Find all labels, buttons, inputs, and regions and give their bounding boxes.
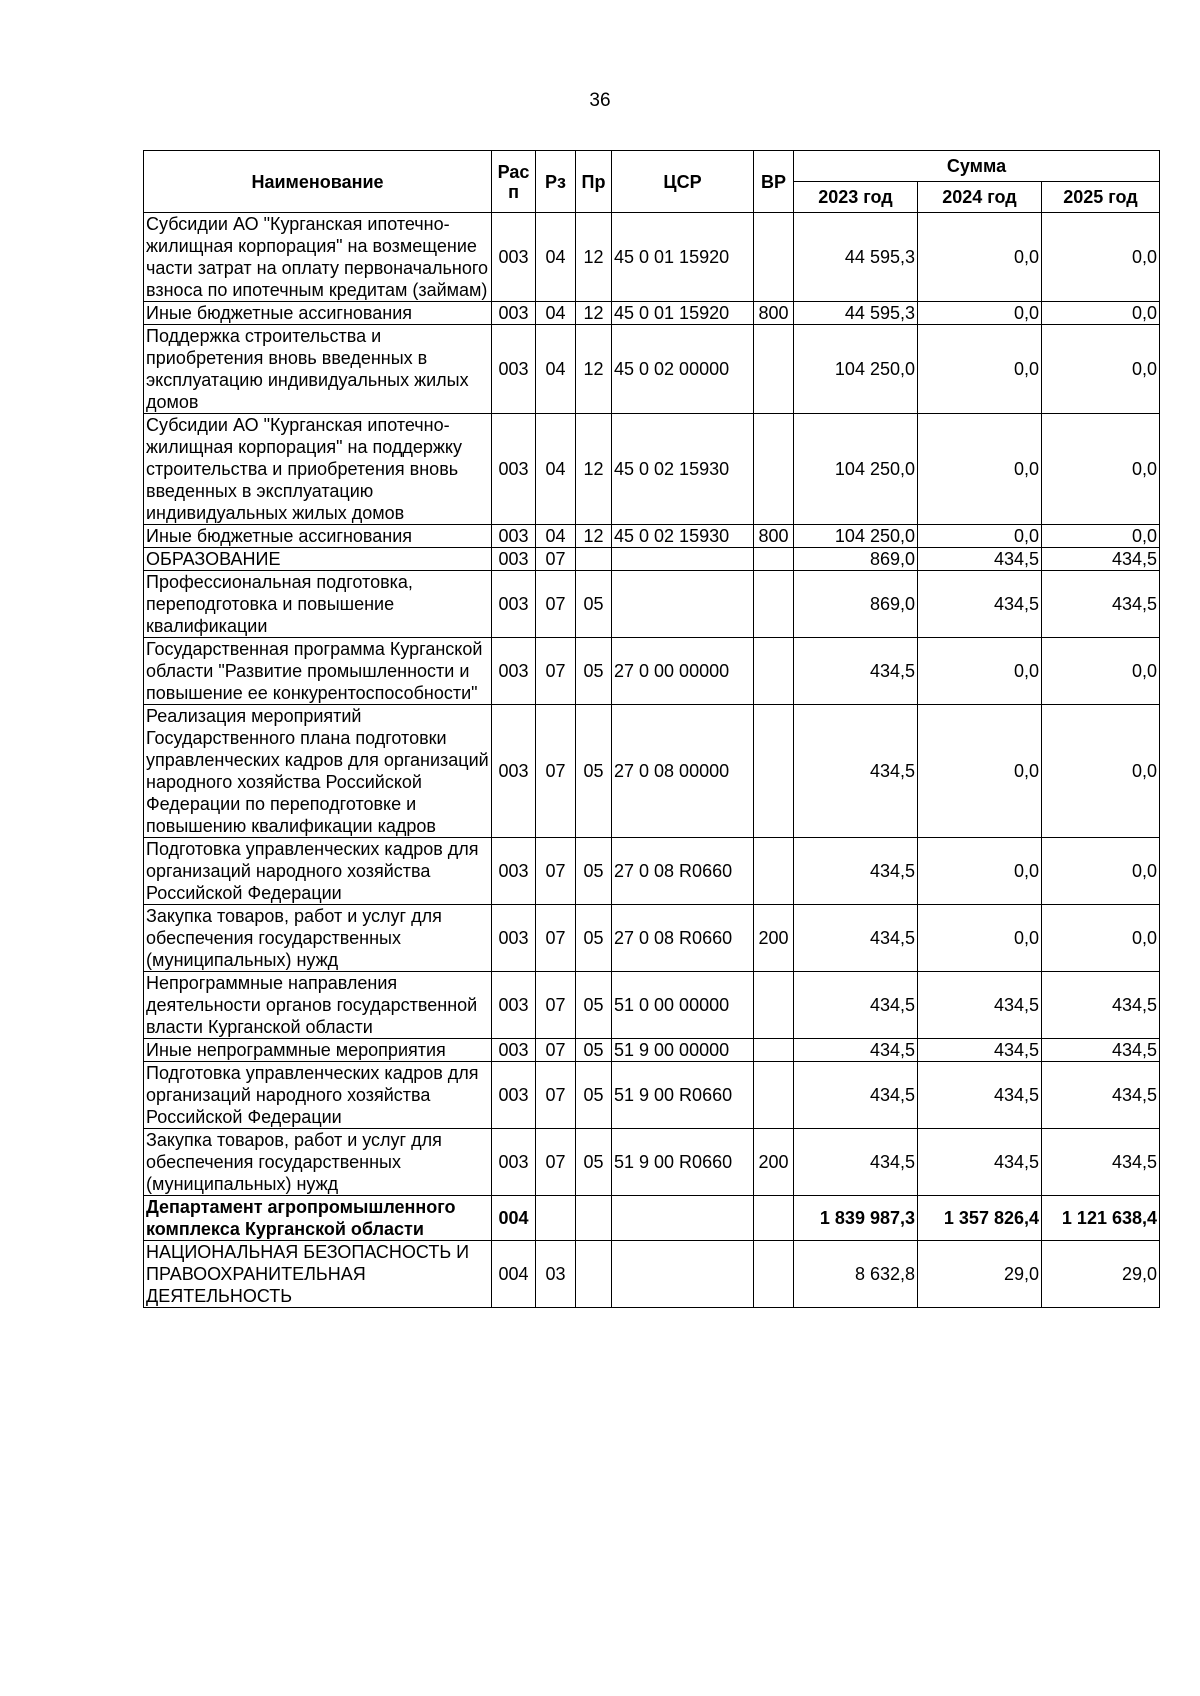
cell-name: Иные непрограммные мероприятия: [144, 1039, 492, 1062]
cell-rz: 04: [536, 414, 576, 525]
cell-vr: [754, 1196, 794, 1241]
table-row: [144, 1129, 1160, 1196]
cell-2023: 434,5: [794, 1039, 918, 1062]
cell-vr: [754, 838, 794, 905]
table-row: [144, 571, 1160, 638]
cell-csr: [612, 571, 754, 638]
header-name: Наименование: [144, 151, 492, 213]
cell-name: Закупка товаров, работ и услуг для обеспечения государственных (муниципальных) нужд: [144, 905, 492, 972]
cell-rz: 03: [536, 1241, 576, 1308]
cell-name: Субсидии АО "Курганская ипотечно-жилищная корпорация" на поддержку строительства и приобретения вновь введенных в эксплуатацию индивидуальных жилых домов: [144, 414, 492, 525]
cell-csr: 51 9 00 R0660: [612, 1062, 754, 1129]
cell-2023: 434,5: [794, 1062, 918, 1129]
cell-csr: 45 0 01 15920: [612, 302, 754, 325]
cell-vr: [754, 638, 794, 705]
cell-2024: 1 357 826,4: [918, 1196, 1042, 1241]
cell-rasp: 003: [492, 1039, 536, 1062]
cell-rasp: 004: [492, 1241, 536, 1308]
cell-rz: 07: [536, 972, 576, 1039]
header-rz: Рз: [536, 151, 576, 213]
cell-rz: 07: [536, 1039, 576, 1062]
header-pr: Пр: [576, 151, 612, 213]
cell-pr: 12: [576, 325, 612, 414]
cell-pr: [576, 1196, 612, 1241]
cell-csr: 45 0 02 15930: [612, 525, 754, 548]
cell-pr: 05: [576, 838, 612, 905]
cell-name: НАЦИОНАЛЬНАЯ БЕЗОПАСНОСТЬ И ПРАВООХРАНИТЕЛЬНАЯ ДЕЯТЕЛЬНОСТЬ: [144, 1241, 492, 1308]
page-number: 36: [589, 90, 611, 111]
cell-rz: 04: [536, 302, 576, 325]
cell-2025: 29,0: [1042, 1241, 1160, 1308]
cell-2025: 0,0: [1042, 213, 1160, 302]
cell-2023: 8 632,8: [794, 1241, 918, 1308]
cell-rasp: 003: [492, 525, 536, 548]
cell-2025: 0,0: [1042, 838, 1160, 905]
cell-vr: [754, 571, 794, 638]
table-row: [144, 1039, 1160, 1062]
cell-rasp: 003: [492, 1062, 536, 1129]
cell-2024: 434,5: [918, 1039, 1042, 1062]
cell-csr: 45 0 02 00000: [612, 325, 754, 414]
cell-2025: 434,5: [1042, 1039, 1160, 1062]
cell-rasp: 003: [492, 571, 536, 638]
cell-vr: 200: [754, 905, 794, 972]
cell-pr: 05: [576, 1062, 612, 1129]
header-2023: 2023 год: [794, 182, 918, 213]
cell-csr: 45 0 02 15930: [612, 414, 754, 525]
cell-vr: [754, 548, 794, 571]
cell-name: Профессиональная подготовка, переподготовка и повышение квалификации: [144, 571, 492, 638]
cell-pr: 12: [576, 414, 612, 525]
cell-name: Закупка товаров, работ и услуг для обеспечения государственных (муниципальных) нужд: [144, 1129, 492, 1196]
cell-rasp: 003: [492, 213, 536, 302]
table-row: [144, 905, 1160, 972]
cell-csr: 51 0 00 00000: [612, 972, 754, 1039]
cell-2024: 434,5: [918, 571, 1042, 638]
table-row: [144, 1241, 1160, 1308]
cell-2025: 0,0: [1042, 525, 1160, 548]
cell-rasp: 003: [492, 302, 536, 325]
table-row: [144, 325, 1160, 414]
cell-pr: 05: [576, 1039, 612, 1062]
header-2025: 2025 год: [1042, 182, 1160, 213]
cell-csr: [612, 548, 754, 571]
cell-2023: 44 595,3: [794, 302, 918, 325]
cell-rz: 07: [536, 705, 576, 838]
cell-rz: 07: [536, 1129, 576, 1196]
cell-rasp: 003: [492, 1129, 536, 1196]
cell-csr: 51 9 00 00000: [612, 1039, 754, 1062]
cell-rz: 07: [536, 838, 576, 905]
cell-name: ОБРАЗОВАНИЕ: [144, 548, 492, 571]
cell-rz: 07: [536, 638, 576, 705]
cell-2025: 0,0: [1042, 905, 1160, 972]
cell-rasp: 003: [492, 414, 536, 525]
cell-2023: 434,5: [794, 705, 918, 838]
cell-name: Подготовка управленческих кадров для организаций народного хозяйства Российской Федерации: [144, 838, 492, 905]
cell-2023: 869,0: [794, 571, 918, 638]
cell-rasp: 003: [492, 972, 536, 1039]
table-row: [144, 1062, 1160, 1129]
cell-rasp: 003: [492, 838, 536, 905]
cell-vr: [754, 325, 794, 414]
cell-csr: 45 0 01 15920: [612, 213, 754, 302]
cell-2023: 434,5: [794, 838, 918, 905]
cell-rz: 04: [536, 213, 576, 302]
cell-rz: 04: [536, 325, 576, 414]
cell-rz: 04: [536, 525, 576, 548]
cell-2025: 434,5: [1042, 548, 1160, 571]
cell-2024: 0,0: [918, 414, 1042, 525]
cell-2025: 434,5: [1042, 1062, 1160, 1129]
cell-2025: 0,0: [1042, 638, 1160, 705]
cell-2025: 1 121 638,4: [1042, 1196, 1160, 1241]
header-2024: 2024 год: [918, 182, 1042, 213]
cell-2024: 0,0: [918, 325, 1042, 414]
cell-pr: 12: [576, 525, 612, 548]
cell-2024: 0,0: [918, 525, 1042, 548]
cell-2025: 0,0: [1042, 325, 1160, 414]
cell-rz: 07: [536, 1062, 576, 1129]
cell-2023: 434,5: [794, 1129, 918, 1196]
cell-vr: [754, 1039, 794, 1062]
budget-table: [143, 150, 1160, 1308]
cell-2024: 0,0: [918, 213, 1042, 302]
cell-2025: 0,0: [1042, 414, 1160, 525]
cell-2024: 434,5: [918, 1062, 1042, 1129]
cell-pr: [576, 1241, 612, 1308]
cell-2024: 434,5: [918, 548, 1042, 571]
table-row: [144, 838, 1160, 905]
cell-rasp: 003: [492, 325, 536, 414]
header-sum: Сумма: [794, 151, 1160, 182]
cell-pr: [576, 548, 612, 571]
cell-csr: 27 0 00 00000: [612, 638, 754, 705]
cell-name: Иные бюджетные ассигнования: [144, 302, 492, 325]
cell-name: Подготовка управленческих кадров для организаций народного хозяйства Российской Федерации: [144, 1062, 492, 1129]
cell-2025: 434,5: [1042, 571, 1160, 638]
cell-pr: 12: [576, 213, 612, 302]
table-body: [144, 213, 1160, 1308]
cell-vr: [754, 705, 794, 838]
cell-2024: 0,0: [918, 638, 1042, 705]
cell-vr: [754, 213, 794, 302]
header-vr: ВР: [754, 151, 794, 213]
cell-2023: 869,0: [794, 548, 918, 571]
cell-csr: 27 0 08 R0660: [612, 905, 754, 972]
cell-pr: 05: [576, 1129, 612, 1196]
table-row: [144, 972, 1160, 1039]
cell-vr: [754, 1062, 794, 1129]
cell-2023: 104 250,0: [794, 525, 918, 548]
table-row: [144, 414, 1160, 525]
cell-2024: 0,0: [918, 838, 1042, 905]
cell-2025: 0,0: [1042, 705, 1160, 838]
cell-name: Непрограммные направления деятельности органов государственной власти Курганской области: [144, 972, 492, 1039]
table-row: [144, 638, 1160, 705]
table-row: [144, 525, 1160, 548]
cell-vr: 800: [754, 525, 794, 548]
cell-2024: 29,0: [918, 1241, 1042, 1308]
cell-rasp: 004: [492, 1196, 536, 1241]
cell-2025: 434,5: [1042, 972, 1160, 1039]
table-row: [144, 1196, 1160, 1241]
cell-rz: 07: [536, 548, 576, 571]
cell-name: Департамент агропромышленного комплекса Курганской области: [144, 1196, 492, 1241]
cell-vr: [754, 972, 794, 1039]
cell-pr: 05: [576, 905, 612, 972]
cell-csr: [612, 1241, 754, 1308]
cell-rasp: 003: [492, 705, 536, 838]
cell-2024: 0,0: [918, 705, 1042, 838]
cell-2025: 434,5: [1042, 1129, 1160, 1196]
cell-rasp: 003: [492, 548, 536, 571]
cell-pr: 12: [576, 302, 612, 325]
cell-2024: 434,5: [918, 972, 1042, 1039]
cell-vr: 200: [754, 1129, 794, 1196]
cell-2023: 1 839 987,3: [794, 1196, 918, 1241]
table-row: [144, 302, 1160, 325]
cell-2023: 434,5: [794, 638, 918, 705]
cell-csr: [612, 1196, 754, 1241]
cell-rz: 07: [536, 571, 576, 638]
cell-2023: 434,5: [794, 905, 918, 972]
cell-2025: 0,0: [1042, 302, 1160, 325]
cell-csr: 27 0 08 R0660: [612, 838, 754, 905]
cell-rasp: 003: [492, 638, 536, 705]
cell-2023: 44 595,3: [794, 213, 918, 302]
cell-rz: 07: [536, 905, 576, 972]
cell-2023: 104 250,0: [794, 325, 918, 414]
cell-pr: 05: [576, 705, 612, 838]
header-rasp: Рас п: [492, 151, 536, 213]
cell-2023: 104 250,0: [794, 414, 918, 525]
cell-pr: 05: [576, 972, 612, 1039]
cell-2024: 0,0: [918, 302, 1042, 325]
cell-vr: [754, 1241, 794, 1308]
cell-name: Государственная программа Курганской области "Развитие промышленности и повышение ее конкурентоспособности": [144, 638, 492, 705]
cell-rasp: 003: [492, 905, 536, 972]
cell-pr: 05: [576, 638, 612, 705]
cell-2024: 0,0: [918, 905, 1042, 972]
cell-vr: 800: [754, 302, 794, 325]
header-csr: ЦСР: [612, 151, 754, 213]
cell-pr: 05: [576, 571, 612, 638]
cell-name: Поддержка строительства и приобретения вновь введенных в эксплуатацию индивидуальных жилых домов: [144, 325, 492, 414]
cell-csr: 27 0 08 00000: [612, 705, 754, 838]
cell-2024: 434,5: [918, 1129, 1042, 1196]
cell-vr: [754, 414, 794, 525]
table-row: [144, 213, 1160, 302]
cell-rz: [536, 1196, 576, 1241]
cell-name: Иные бюджетные ассигнования: [144, 525, 492, 548]
cell-name: Реализация мероприятий Государственного плана подготовки управленческих кадров для организаций народного хозяйства Российской Федерации по переподготовке и повышению квалификации кадров: [144, 705, 492, 838]
cell-2023: 434,5: [794, 972, 918, 1039]
cell-csr: 51 9 00 R0660: [612, 1129, 754, 1196]
cell-name: Субсидии АО "Курганская ипотечно-жилищная корпорация" на возмещение части затрат на оплату первоначального взноса по ипотечным кредитам (займам): [144, 213, 492, 302]
table-row: [144, 705, 1160, 838]
table-row: [144, 548, 1160, 571]
